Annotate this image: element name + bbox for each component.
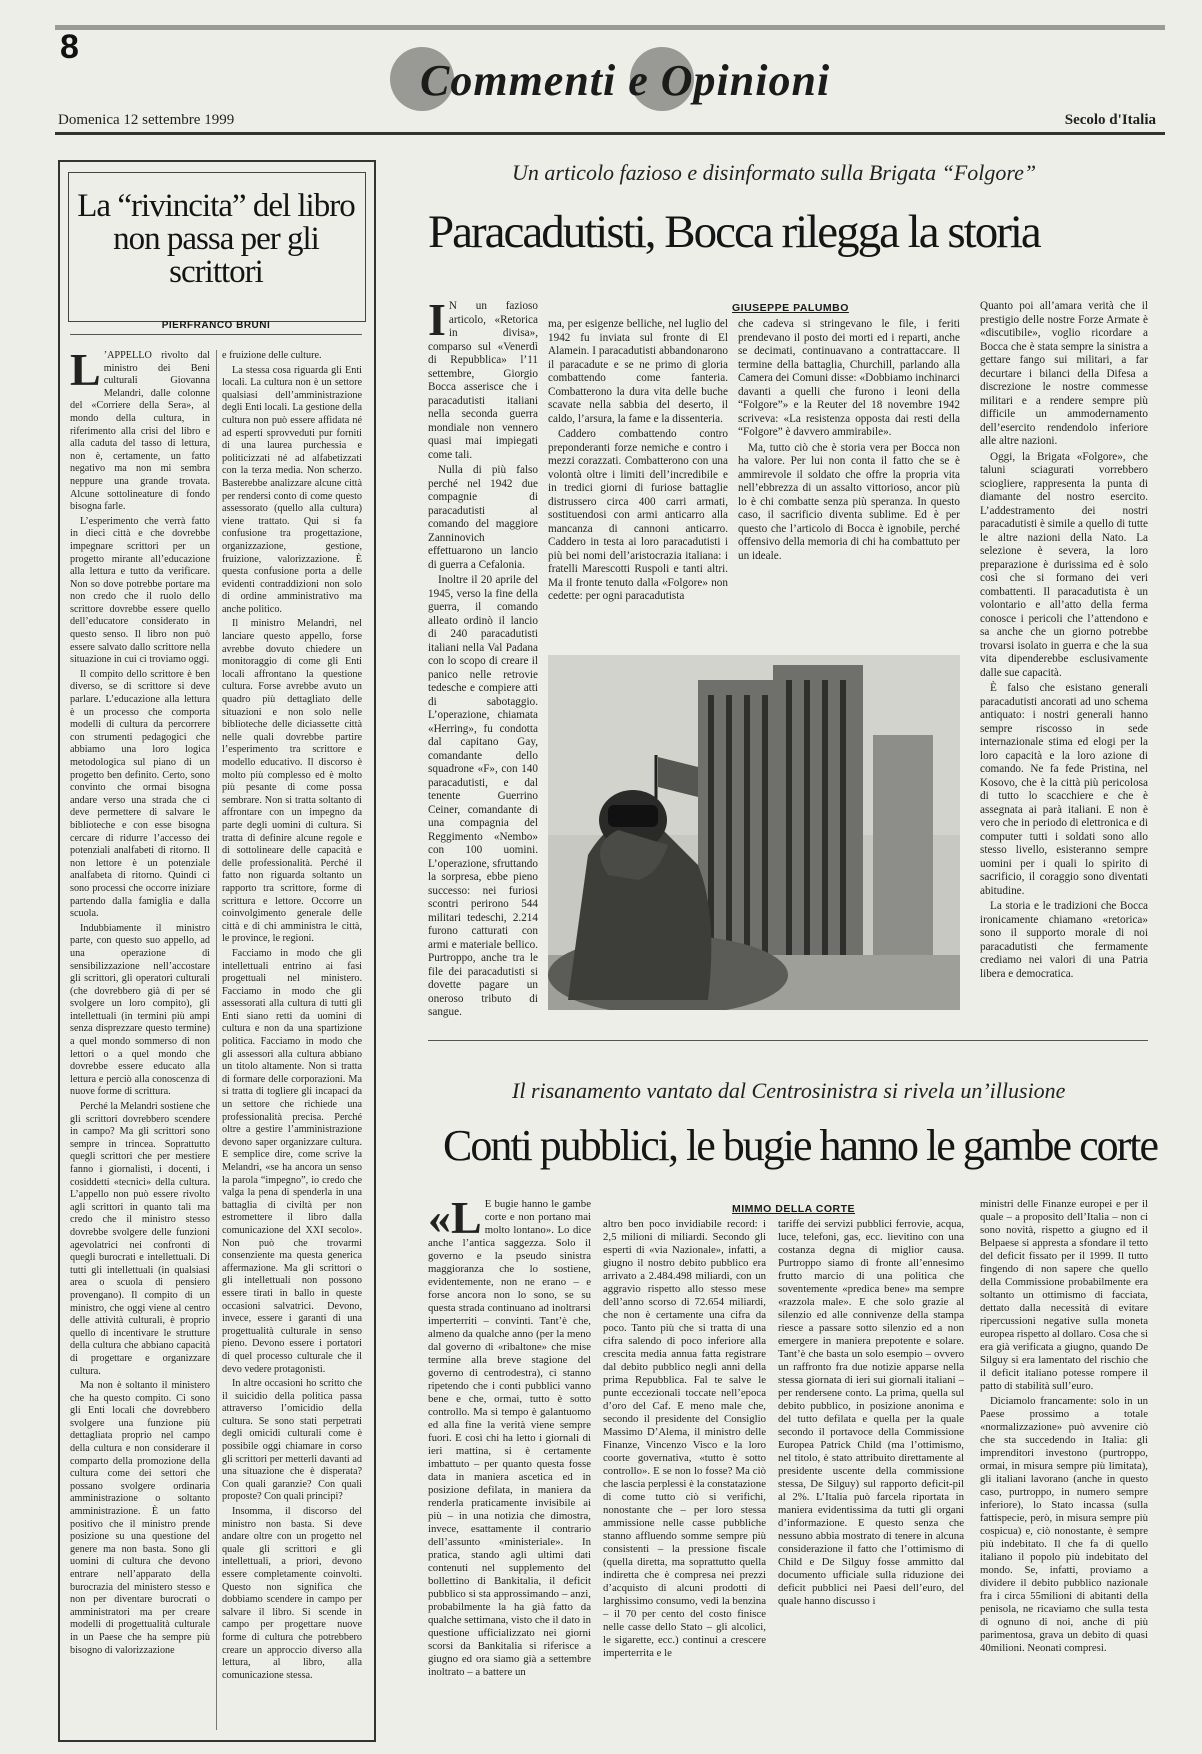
conti-headline: Conti pubblici, le bugie hanno le gambe corte [443,1121,1158,1170]
section-title-text: Commenti e Opinioni [420,56,831,105]
left-article-title: La “rivincita” del libro non passa per gli scrittori [77,188,355,290]
drop-cap: L [70,350,101,395]
newspaper-name: Secolo d'Italia [1064,112,1156,128]
column-divider [216,350,217,1730]
paragraph: Il compito dello scrittore è ben diverso, se di scrittore si deve parlare. L’educazione alla lettura è un processo che comporta modelli di cultura da percorrere con strumenti pedagogici che abbiamo una loro logica metodologica sul piano di un progetto ben definito. Certo, sono convinto che ormai bisogna andare verso una strada che ci deve permettere di salvare le biblioteche e con esse bisogna cercare di ridurre l’accesso dei potenziali analfabeti di ritorno. Il non lettore è un potenziale analfabeta di ritorno. Quindi ci sono processi che occorre iniziare partendo dalla famiglia e dalla scuola. [70,668,210,920]
paragraph: Inoltre il 20 aprile del 1945, verso la fine della guerra, il comando alleato ordinò il lancio di 240 paracadutisti italiani nella Val Padana con lo scopo di creare il panico nelle retrovie tedesche e compiere atti di sabotaggio. L’operazione, chiamata «Herring», fu condotta dal capitano Gay, comandante dello squadrone «F», con 140 paracadutisti, e dal tenente Guerrino Ceiner, comandante di una compagnia del Reggimento «Nembo» con 100 uomini. L’operazione, sfruttando la sorpresa, ebbe pieno successo: nei furiosi scontri perirono 544 militari tedeschi, 2.214 furono catturati con armi e materiale bellico. Purtroppo, anche tra le file dei paracadutisti si dovette pagare un oneroso tributo di sangue. [428,574,538,1018]
conti-byline: MIMMO DELLA CORTE [732,1203,856,1215]
paratrooper-photo [548,655,960,1010]
paragraph: L’esperimento che verrà fatto in dieci città e che dovrebbe impegnare scrittori per un progetto mirante all’educazione alla lettura e tutto da verificare. Non so dove potrebbe portare ma non credo che il ruolo dello scrittore dovrebbe essere quello dell’educatore considerato in questo senso. Il libro non può essere salvato dallo scrittore nella situazione in cui ci troviamo oggi. [70,515,210,666]
paragraph: Ma non è soltanto il ministero che ha questo compito. Ci sono gli Enti locali che dovrebbero svolgere una funzione più dettagliata proprio nel campo della cultura e non considerare il comparto della promozione della cultura come dei settori che possano svolgere ordinaria amministrazione o soltanto amministrazione. È un fatto positivo che il ministro prende posizione su una questione del genere ma non basta. Sono gli uomini di cultura che devono entrare nell’apparato della burocrazia del ministero stesso e non per diventare burocrati o amministratori ma per creare modelli di progettualità culturale in un Paese che ha sempre più bisogno di valorizzazione [70,1380,210,1656]
paragraph: Indubbiamente il ministro parte, con questo suo appello, ad una operazione di sensibilizzazione nell’accostare gli scrittori, gli operatori culturali (che dovrebbero già di per sé svolgere un loro compito), gli intellettuali (in termini più ampi senza disprezzare questo termine) a quel mondo sommerso di non lettori o a quel mondo che dovrebbe essere educato alla lettura e perciò alla conoscenza di nuove forme di scrittura. [70,922,210,1098]
paragraph: e fruizione delle culture. [222,350,322,361]
paragraph: In altre occasioni ho scritto che il suicidio della politica passa attraverso l’omicidio della cultura. Se sono stati perpetrati degli omicidi culturali come è possibile oggi chiamare in corso gli scrittori per metterli davanti ad una situazione che è disperata? Con quali garanzie? Con quali proposte? Con quali principi? [222,1378,362,1503]
drop-cap: I [428,300,446,345]
issue-date: Domenica 12 settembre 1999 [58,112,235,128]
paragraph: Nulla di più falso perché nel 1942 due compagnie di paracadutisti al comando del maggiore Zanninovich effettuarono un lancio di guerra a Cefalonia. [428,464,538,571]
conti-column-2 [603,1218,766,1738]
header-rule [55,132,1165,135]
paragraph: ’APPELLO rivolto dal ministro dei Beni culturali Giovanna Melandri, dalle colonne del «Corriere della Sera», al mondo della cultura, in riferimento alla crisi del libro e alla caduta del tasso di lettura, non è, certamente, un fatto negativo ma non mi sembra neppure una grande trovata. Alcune sottolineature di fondo bisogna farle. [70,350,210,513]
conti-kicker: Il risanamento vantato dal Centrosinistra si rivela un’illusione [512,1078,1066,1103]
left-article-column-2 [222,350,362,1730]
paragraph: Quanto poi all’amara verità che il prestigio delle nostre Forze Armate è «discutibile», voglio ricordare a Bocca che è stata sempre la sinistra a gettare fango sui militari, a far decurtare i bilanci della Difesa a discrezione le nostre commesse militari e a rendere sempre più difficile un ammodernamento dell’esercito rendendolo inferiore alle altre nazioni. [980,300,1148,447]
paragraph: Oggi, la Brigata «Folgore», che taluni sciagurati vorrebbero sciogliere, rappresenta la punta di diamante del nostro esercito. L’addestramento dei nostri paracadutisti è simile a quello di tutte le altre nazioni della Nato. La selezione è severa, la loro preparazione è durissima ed è solo così che si formano dei veri combattenti. Il paracadutista è un volontario e all’atto della ferma conosce i pericoli che l’attendono e sa anche che un giorno potrebbe trovarsi isolato in guerra e che la sua vita dipenderebbe esclusivamente dalle sue capacità. [980,450,1148,679]
paragraph: ma, per esigenze belliche, nel luglio del 1942 fu inviata sul fronte di El Alamein. I paracadutisti abbandonarono il paracadute e se ne primo di gloria combattendo come fanteria. Combatterono la dura vita delle buche scavate nella sabbia del deserto, il caldo, l’arsura, la fame e la dissenteria. [548,318,728,425]
folgore-column-3 [738,318,960,648]
folgore-byline: GIUSEPPE PALUMBO [732,302,849,314]
paragraph: Diciamolo francamente: solo in un Paese prossimo a totale «normalizzazione» può avvenire ciò che sta succedendo in Italia: gli imprenditori investono (purtroppo, ormai, in misura sempre più limitata), gli italiani lavorano (anche in questo caso, purtroppo, in numero sempre inferiore), lo Stato incassa (sulla fattispecie, però, in misura sempre più cospicua) e, ciò nonostante, è sempre più indebitato. Il che fa di quello italiano il popolo più indebitato del mondo. Se, infatti, proviamo a dividere il debito pubblico nazionale fra i circa 55milioni di abitanti della penisola, ne ricaviamo che sulla testa di ognuno di noi, anche di più parimentosa, grava un debito di quasi 40milioni. Neonati compresi. [980,1395,1148,1654]
paragraph: Insomma, il discorso del ministro non basta. Si deve andare oltre con un progetto nel quale gli scrittori e gli intellettuali, a priori, devono essere completamente coinvolti. Questo non significa che dobbiamo scendere in campo per salvare il libro. Si scende in campo per progettare nuove forme di cultura che potrebbero creare un approccio diverso alla lettura, al libro, alla comunicazione stessa. [222,1506,362,1681]
top-rule [55,25,1165,30]
paragraph: È falso che esistano generali paracadutisti ancorati ad uno schema antiquato: i nostri generali hanno sempre riscosso in sede internazionale stima ed elogi per la loro capacità e la loro azione di comando. Ne fa fede Pristina, nel Kosovo, che è la città più pericolosa di tutto lo scacchiere e che è assegnata ai parà italiani. E non è vero che in periodo di elettronica e di computer tutti i soldati sono allo stesso livello, esisteranno sempre uomini per i quali lo spirito di sacrificio, il coraggio sono diventati abitudine. [980,682,1148,897]
folgore-kicker: Un articolo fazioso e disinformato sulla Brigata “Folgore” [512,160,1037,185]
folgore-column-4 [980,300,1148,1020]
paragraph: Facciamo in modo che gli intellettuali entrino ai fasi progettuali nel ministero. Facciamo in modo che gli assessorati alla cultura di tutti gli Enti siano retti da uomini di cultura e non da una spartizione politica. Facciamo in modo che gli assessori alla cultura abbiano un titolo altamente. Non si tratta di formare delle corporazioni. Ma si tratta di togliere gli incapaci da un settore che richiede una professionalità precisa. Perché oltre a gestire l’amministrazione devono saper organizzare cultura. E semplice dire, come scrive la Melandri, «se ha ancora un senso la parola “impegno”, io credo che valga la pena di spenderla in una battaglia di civiltà per non estromettere il libro dalla comunicazione del XXI secolo». Non può che trovarmi consenziente ma questa generica affermazione. Ma gli scrittori o gli intellettuali non possono essere tirati in ballo in queste occasioni salvatrici. Devono, invece, essere i garanti di una progettualità culturale in senso pieno. Devono essere i portatori di quel processo culturale che il devo vedere protagonisti. [222,947,362,1375]
paragraph: Ma, tutto ciò che è storia vera per Bocca non ha valore. Per lui non conta il fatto che se è ammirevole il soldato che offre la propria vita nell’ebbrezza di un assalto vittorioso, ancor più lo è chi combatte senza più speranza. In questo caso, il sacrificio diventa sublime. Ed è per questo che l’articolo di Bocca è ignobile, perché offensivo della memoria di chi ha combattuto per un ideale. [738,441,960,562]
left-article-author: PIERFRANCO BRUNI [161,320,271,331]
section-title [380,45,850,115]
paragraph: N un fazioso articolo, «Retorica in divisa», comparso sul «Venerdì di Repubblica» l’11 settembre, Giorgio Bocca asserisce che i paracadutisti italiani nella seconda guerra mondiale non vennero quasi mai impiegati come tali. [428,300,538,461]
page-number: 8 [60,28,79,66]
paragraph: La stessa cosa riguarda gli Enti locali. La cultura non è un settore qualsiasi dell’amministrazione degli Enti locali. La gestione della cultura non può essere affidata né ad esperti sprovveduti pur forniti di una laurea purchessia e politicizzati né ad alfabetizzati con la terza media. Non scherzo. Basterebbe analizzare alcune città per rendersi conto di come questo assessorato (quello alla cultura) viene trattato. Qui si fa confusione tra progettazione, organizzazione, gestione, fruizione, valorizzazione. È questa confusione porta a delle evidenti contraddizioni non solo di ordine amministrativo ma anche politico. [222,364,362,615]
conti-column-4 [980,1198,1148,1738]
conti-column-1 [428,1198,591,1738]
photo-illustration [548,655,960,1010]
drop-cap: «L [428,1198,482,1243]
paragraph: La storia e le tradizioni che Bocca ironicamente chiamano «retorica» sono il supporto morale di noi paracadutisti che fermamente crediamo nei valori di una Patria libera e democratica. [980,900,1148,980]
conti-column-3 [778,1218,964,1738]
paragraph: tariffe dei servizi pubblici ferrovie, acqua, luce, telefoni, gas, ecc. lievitino con una costanza degna di miglior causa. Purtroppo siamo di fronte all’ennesimo frutto marcio di una politica che soventemente «predica bene» ma sempre «razzola male». E che solo grazie al silenzio ed alle connivenze della stampa riesce a passare sotto silenzio ed a non emergere in maniera prepotente e solare. Tant’è che basta un solo esempio – ovvero un raffronto fra due notizie apparse nella stessa giornata di ieri sui giornali italiani – per rendersene conto. La prima, quella sul debito pubblico, in posizione anonima e del tutto defilata e quella per la quale secondo il portavoce della Commissione Europea Patrick Child (ma l’ottimismo, nel titolo, è stato attribuito direttamente al presidente uscente della commissione stessa, De Silguy) sul rapporto deficit-pil al 2%. L’Italia può farcela riportata in maniera evidentissima da tutti gli organi d’informazione. E questo senza che nessuno abbia mostrato di tenere in alcuna considerazione il fatto che l’ottimismo di Child e De Silguy fosse ammitto dal documento ufficiale sulla riduzione dei deficit pubblici nei Paesi dell’euro, del quale hanno discusso i [778,1218,964,1607]
paragraph: E bugie hanno le gambe corte e non portano mai molto lontano». Lo dice anche l’antica saggezza. Solo il governo e la pseudo sinistra maggioranza che lo sostiene, evidentemente, non ne erano – e forse ancora non lo sono, se su questa strada continuano ad inoltrarsi imperterriti – convinti. Tant’è che, almeno da qualche anno (per la meno dal governo di «ribaltone» che mise termine alla breve stagione del governo di centrodestra), ci stanno ripetendo che i conti pubblici vanno bene e che, ormai, tutto è sotto controllo. Ma si tempo è galantuomo ed alla fine la verità viene sempre fuori. E così chi ha letto i giornali di ieri mattina, si è certamente imbattuto – per quanto questa fosse data in maniera ascetica ed in posizione defilata, in maniera da renderla praticamente invisibile ai più – in una notizia che dimostra, invece, esattamente il contrario dell’assunto «ministeriale». In pratica, stando agli ultimi dati contenuti nel supplemento del bollettino di Bankitalia, il deficit pubblico si sta approssimando – anzi, probabilmente la ha già fatto da qualche settimana, visto che il dato in questione ufficializzato nei giorni scorsi da Bankitalia si riferisce a giugno ed ora siamo già a settembre inoltrato – a battere un [428,1198,591,1678]
paragraph: Caddero combattendo contro preponderanti forze nemiche e contro i mezzi corazzati. Combatterono con una volontà oltre i limiti dell’incredibile e in tredici giorni di furiose battaglie distrussero circa 400 carri armati, sostituendosi con armi anticarro alla mancanza di cannoni anticarro. Caddero in testa ai loro paracadutisti i più bei nomi dell’aristocrazia italiana: i fratelli Marescotti Ruspoli e tanti altri. Ma il fronte tenuto dalla «Folgore» non cedette: per ogni paracadutista [548,428,728,602]
folgore-column-1 [428,300,538,1020]
left-article-column-1 [70,350,210,1730]
paragraph: Il ministro Melandri, nel lanciare questo appello, forse avrebbe dovuto chiedere un monitoraggio di come gli Enti locali affrontano la questione cultura. Forse avrebbe avuto un quadro più dettagliato delle situazioni e non solo nelle biblioteche delle diciassette città nelle quali dovrebbe partire l’esperimento tra scrittore e modello educativo. Il discorso è molto più complesso ed è molto più pesante di come possa sembrare. Non si tratta soltanto di affrontare con un impegno da parte degli uomini di cultura. Si tratta di definire alcune regole e di sottolineare delle capacità e delle professionalità. Perché il fatto non riguarda soltanto un rapporto tra scrittore, forme di scrittura e lettore. Occorre un coinvolgimento generale delle città e di chi amministra le città, le province, le regioni. [222,618,362,945]
folgore-column-2 [548,318,728,648]
paragraph: ministri delle Finanze europei e per il quale – a proposito dell’Italia – non ci sono novità, rispetto a giugno ed il Belpaese si appresta a sfondare il tetto del deficit fissato per il 1999. Il tutto fingendo di non sapere che quello della Commissione probabilmente era soltanto un ottimismo di facciata, dettato dalla necessità di evitare ripercussioni negative sulla moneta europea rispetto al dollaro. Cosa che si era già verificata a giugno, quando De Silguy si era lamentato del rischio che il deficit italiano potesse rompere il patto di stabilità sull’euro. [980,1198,1148,1392]
left-author-rule [70,334,362,335]
paragraph: Perché la Melandri sostiene che gli scrittori dovrebbero scendere in campo? Ma gli scrittori sono sempre in trincea. Soprattutto quegli scrittori che per mestiere fanno i giornalisti, i docenti, i cosiddetti «tecnici» della cultura. L’appello non può essere rivolto agli scrittori in quanto tali ma credo che il ministro stesso dovrebbe svolgere delle funzioni agevolatrici nei confronti di quegli burocrati e intellettuali. Di tutti gli intellettuali (in qualsiasi area o scuola di pensiero provengano). Il compito di un ministro, che oggi viene al centro delle attività culturali, è proprio quello di incentivare le strutture della cultura che abbiano capacità di progettare e organizzare cultura. [70,1101,210,1377]
folgore-headline: Paracadutisti, Bocca rilegga la storia [428,206,1040,258]
paragraph: altro ben poco invidiabile record: i 2,5 milioni di miliardi. Secondo gli esperti di «via Nazionale», infatti, a giugno il nostro debito pubblico era arrivato a 2.484.498 miliardi, con un aggravio rispetto allo stesso mese dell’anno scorso di 72.654 miliardi, che non è certamente una cifra da poco. Tanto più che si tratta di una cifra salendo di poco inferiore alla crescita media annua fatta registrare dal debito pubblico negli anni della prima Repubblica. Fal te salve le punte eccezionali toccate nell’epoca d’oro del Caf. E meno male che, secondo il presidente del Consiglio Massimo D’Alema, il ministro delle Finanze, Vincenzo Visco e la loro coorte governativa, «tutto è sotto controllo». E se non lo fosse? Ma ciò che lascia perplessi è la constatazione di come tutto ciò si verifichi, nonostante che – per loro stessa ammissione nelle casse pubbliche stanno affluendo somme sempre più consistenti – la pressione fiscale (quella diretta, ma soprattutto quella indiretta che è compresa nei prezzi d’acquisto di alcuni prodotti di larghissimo consumo, vedi la benzina – il 70 per cento del costo finisce nelle casse dello Stato – gli alcolici, le sigarette, ecc.) continui a crescere imperterrita e le [603,1218,766,1659]
paragraph: che cadeva si stringevano le file, i feriti prendevano il posto dei morti ed i reparti, anche se decimati, continuavano a contrattaccare. Il termine della battaglia, Churchill, parlando alla Camera dei Comuni disse: «Dobbiamo inchinarci davanti a quelli che furono i leoni della “Folgore”» e la Reuter del 18 novembre 1942 scriveva: «La resistenza opposta dai resti della “Folgore” è davvero ammirabile». [738,318,960,438]
article-separator [428,1040,1148,1041]
